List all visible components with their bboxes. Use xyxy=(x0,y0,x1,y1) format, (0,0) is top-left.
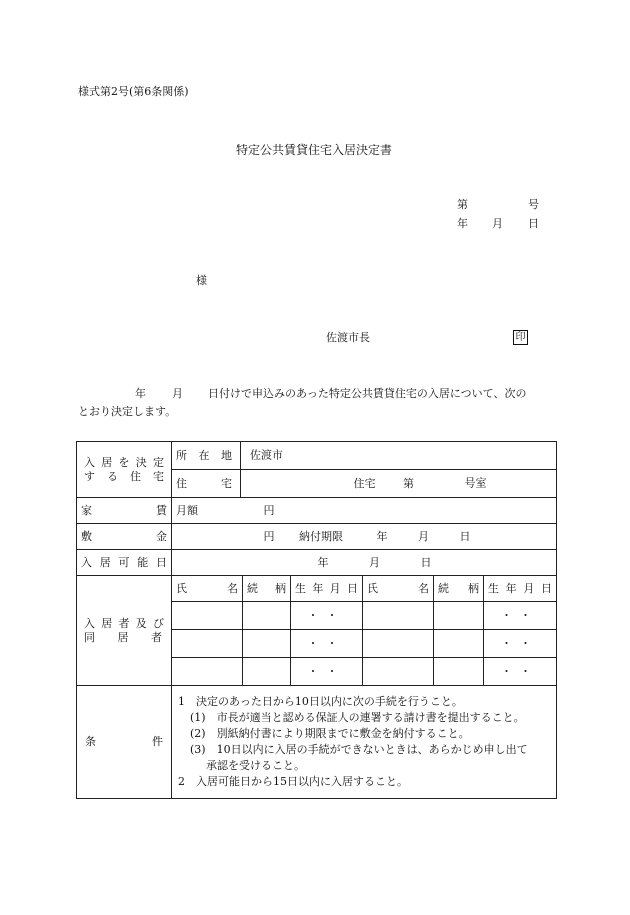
conditions-cell xyxy=(172,686,557,799)
addressee-suffix: 様 xyxy=(196,274,207,287)
conditions-label: 条件 xyxy=(77,686,172,799)
deposit-yen: 円 xyxy=(263,529,275,543)
address-dai: 第 xyxy=(403,476,414,490)
movein-label: 入居可能日 xyxy=(77,550,172,576)
deposit-year: 年 xyxy=(376,529,388,543)
header-name-left: 氏名 xyxy=(172,576,243,602)
birth-dots: ・・ xyxy=(484,630,557,658)
header-name-right: 氏名 xyxy=(363,576,434,602)
housing-label-cell xyxy=(77,442,172,498)
birth-dots: ・・ xyxy=(291,658,363,686)
address-label: 住宅 xyxy=(176,476,232,490)
doc-number-dai: 第 xyxy=(457,198,468,211)
condition-item: (2) 別紙納付書により期限までに敷金を納付すること。 xyxy=(190,727,470,740)
rent-monthly: 月額 xyxy=(176,503,198,517)
condition-item: 承認を受けること。 xyxy=(206,759,305,772)
header-birth-right: 生年月日 xyxy=(484,576,557,602)
condition-item: 1 決定のあった日から10日以内に次の手続を行うこと。 xyxy=(178,695,463,708)
document-title: 特定公共賃貸住宅入居決定書 xyxy=(236,143,393,157)
header-relation-right: 続柄 xyxy=(434,576,484,602)
movein-value-cell xyxy=(172,550,557,576)
birth-dots: ・・ xyxy=(291,630,363,658)
condition-item: (1) 市長が適当と認める保証人の連署する請け書を提出すること。 xyxy=(190,711,525,724)
body-line2: とおり決定します。 xyxy=(78,405,177,418)
housing-label-line1: 入居を決定 xyxy=(84,455,164,469)
deposit-month: 月 xyxy=(418,529,429,543)
location-row xyxy=(172,442,557,470)
residents-label-line2: 同居者 xyxy=(84,630,162,644)
deposit-day: 日 xyxy=(459,529,471,543)
doc-number-go: 号 xyxy=(528,198,539,211)
residents-label-line1: 入居者及び xyxy=(84,616,164,630)
body-month: 月 xyxy=(172,387,183,400)
address-house: 住宅 xyxy=(353,476,376,490)
rent-yen: 円 xyxy=(263,503,275,517)
issuer: 佐渡市長 xyxy=(326,331,370,344)
location-label: 所在地 xyxy=(176,448,232,462)
housing-label-line2: する住宅 xyxy=(84,469,164,483)
rent-label: 家賃 xyxy=(77,498,172,524)
address-room: 号室 xyxy=(464,476,487,490)
movein-year: 年 xyxy=(317,555,329,569)
seal-stamp: 印 xyxy=(513,330,528,345)
body-line1: 日付けで申込みのあった特定公共賃貸住宅の入居について、次の xyxy=(208,387,527,400)
body-year: 年 xyxy=(135,387,146,400)
deposit-label: 敷金 xyxy=(77,524,172,550)
date-day: 日 xyxy=(528,217,539,230)
header-birth-left: 生年月日 xyxy=(291,576,363,602)
birth-dots: ・・ xyxy=(484,658,557,686)
header-relation-left: 続柄 xyxy=(243,576,291,602)
movein-month: 月 xyxy=(369,555,380,569)
date-month: 月 xyxy=(492,217,503,230)
birth-dots: ・・ xyxy=(291,602,363,630)
rent-value-cell xyxy=(172,498,557,524)
condition-item: (3) 10日以内に入居の手続ができないときは、あらかじめ申し出て xyxy=(190,743,528,756)
location-value: 佐渡市 xyxy=(250,448,283,462)
deposit-value-cell xyxy=(172,524,557,550)
form-number: 様式第2号(第6条関係) xyxy=(78,85,189,98)
condition-item: 2 入居可能日から15日以内に入居すること。 xyxy=(178,775,408,788)
decision-table xyxy=(76,441,557,799)
movein-day: 日 xyxy=(420,555,432,569)
birth-dots: ・・ xyxy=(484,602,557,630)
deposit-deadline: 納付期限 xyxy=(299,529,343,543)
residents-label-cell xyxy=(77,576,172,686)
address-row xyxy=(172,470,557,498)
date-year: 年 xyxy=(457,217,468,230)
